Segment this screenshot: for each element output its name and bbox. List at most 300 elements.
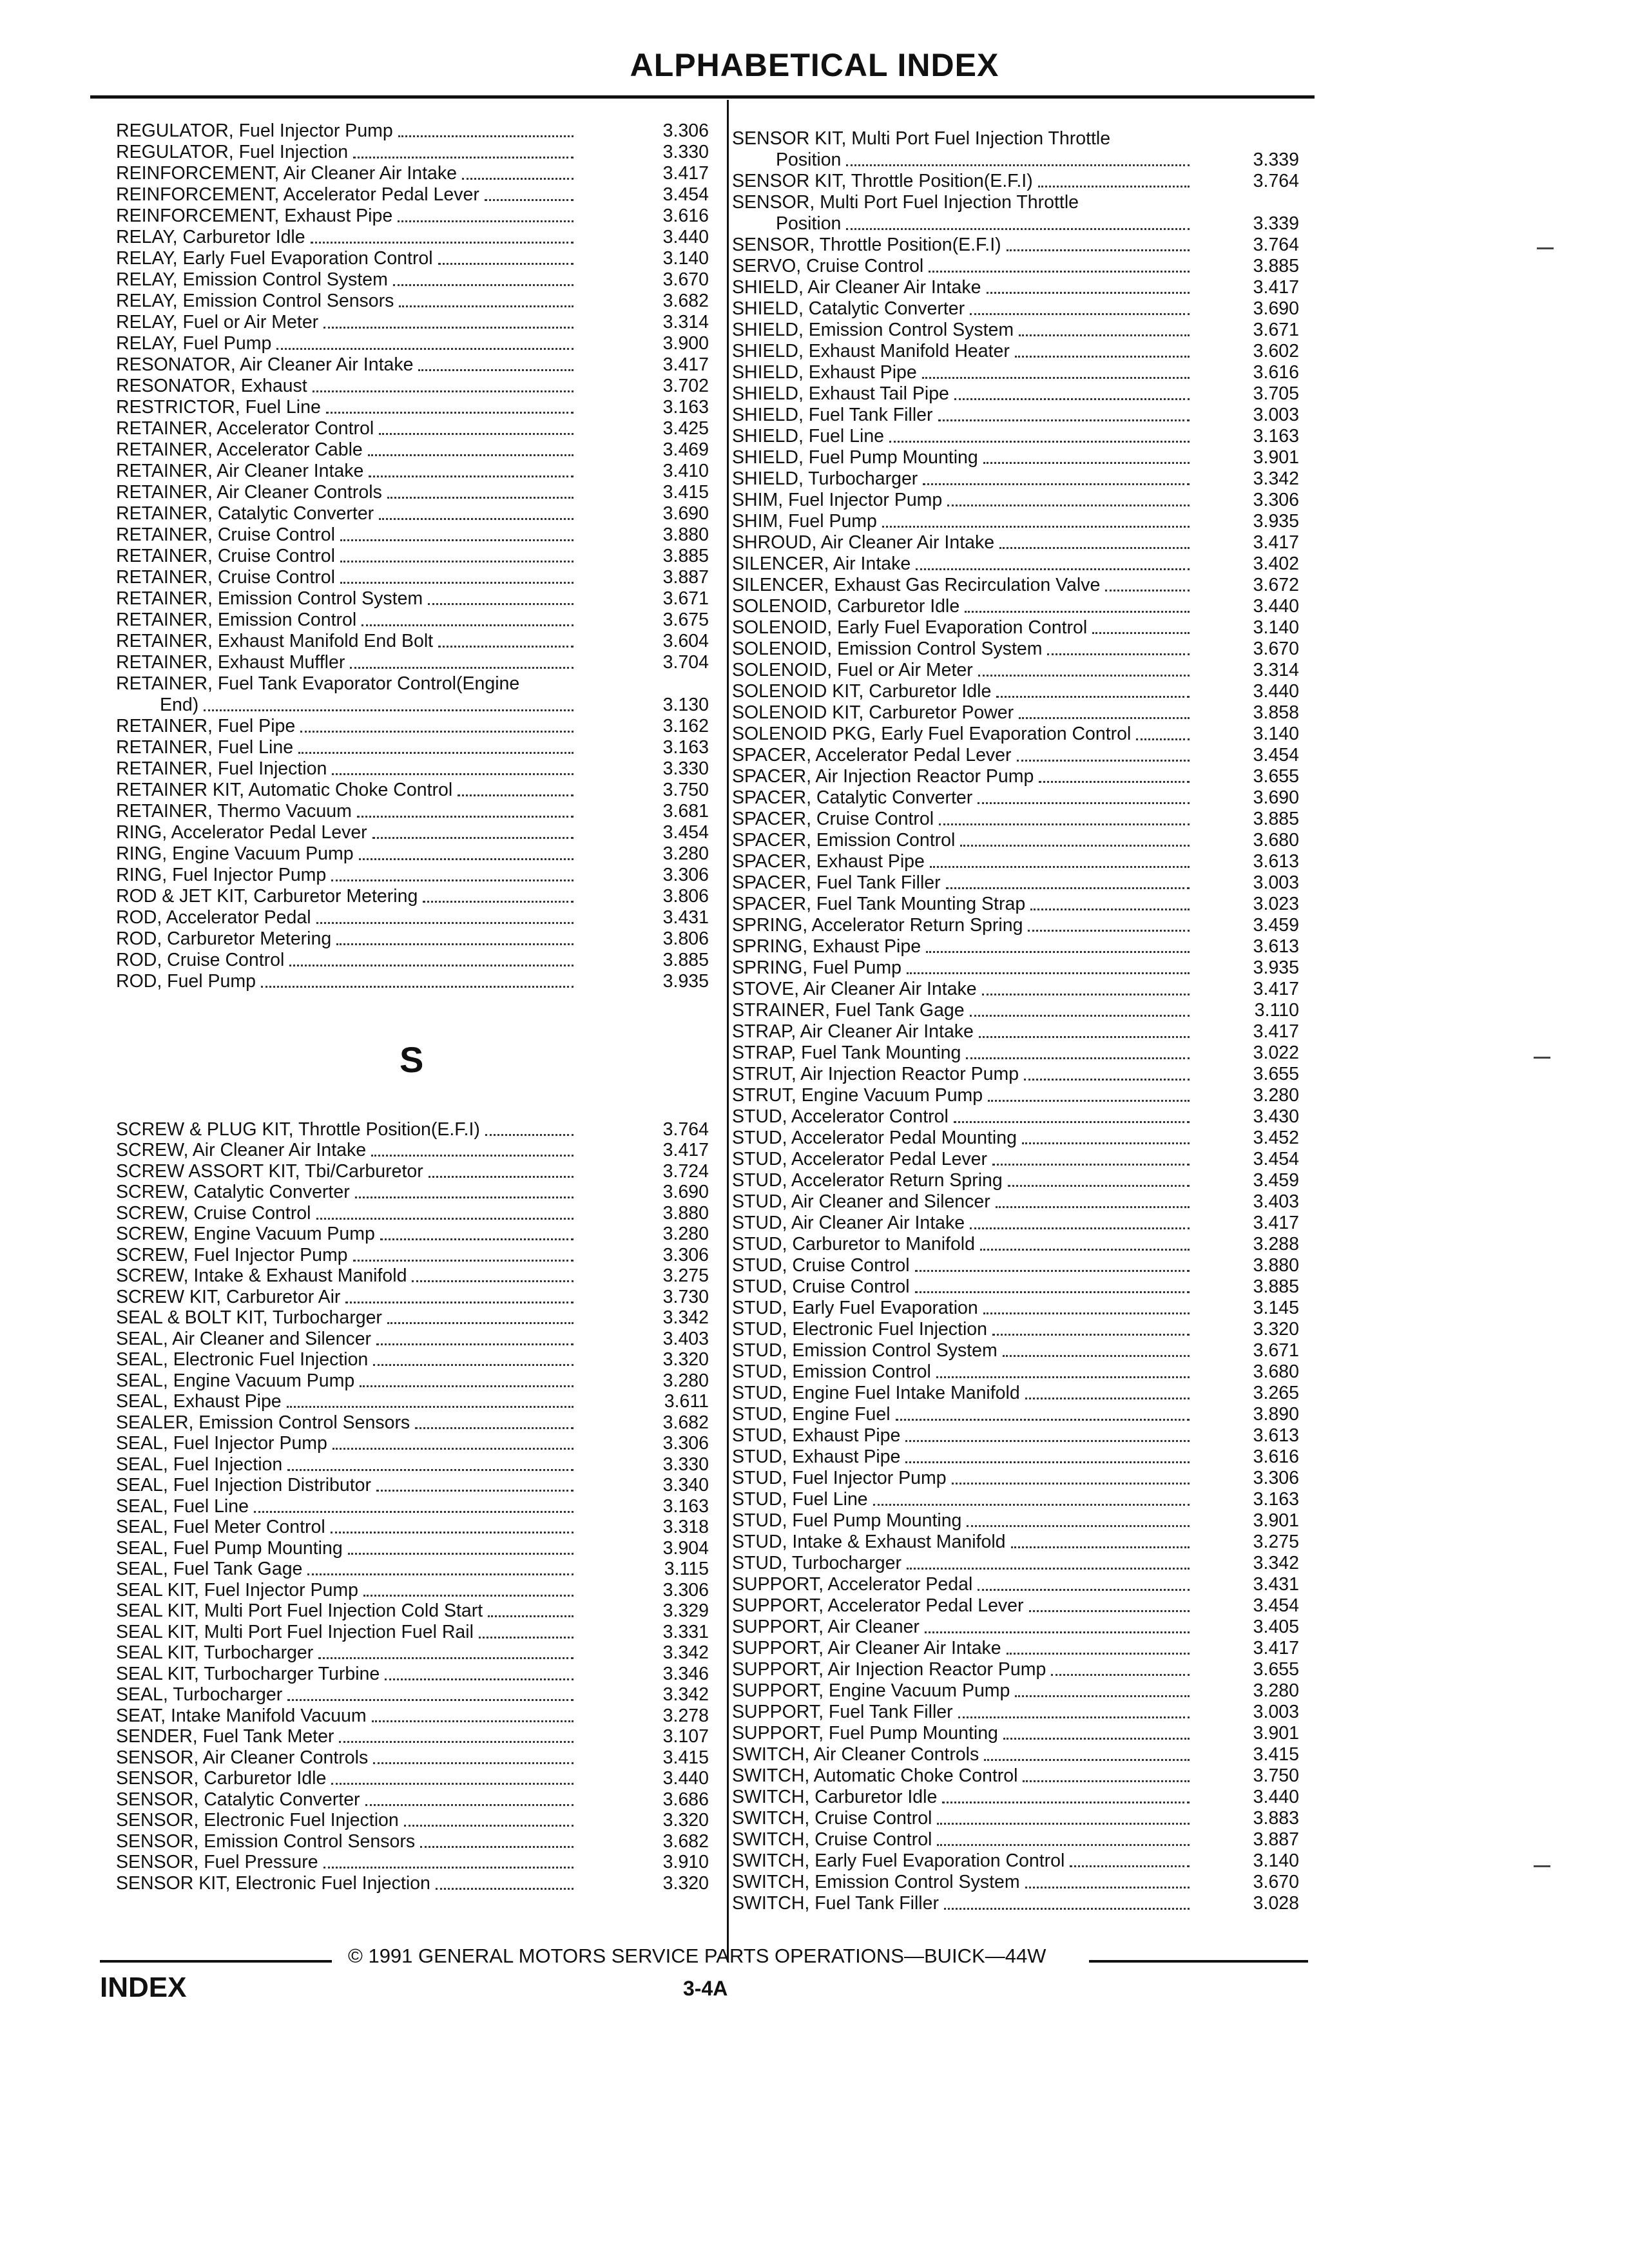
index-entry bbox=[732, 574, 1299, 595]
entry-page: 3.604 bbox=[662, 631, 709, 651]
leader-dots bbox=[340, 539, 574, 541]
entry-name: RELAY, Fuel or Air Meter bbox=[116, 312, 319, 332]
entry-name-wrap bbox=[732, 724, 1196, 744]
index-entry bbox=[732, 1467, 1299, 1488]
index-entry bbox=[732, 128, 1299, 149]
entry-name: SEAL, Fuel Pump Mounting bbox=[116, 1538, 343, 1559]
index-entry bbox=[116, 1810, 709, 1831]
entry-name: SILENCER, Air Intake bbox=[732, 554, 911, 574]
leader-dots bbox=[978, 802, 1190, 804]
entry-name: SEAL KIT, Fuel Injector Pump bbox=[116, 1580, 358, 1600]
entry-name-wrap bbox=[116, 1371, 580, 1391]
entry-page: 3.280 bbox=[662, 843, 709, 864]
leader-dots bbox=[387, 497, 574, 499]
index-entry bbox=[732, 1318, 1299, 1340]
entry-name-wrap bbox=[116, 1559, 580, 1579]
entry-name-wrap bbox=[732, 1235, 1196, 1254]
entry-page: 3.320 bbox=[662, 1810, 709, 1831]
entry-page: 3.616 bbox=[1253, 1446, 1299, 1467]
index-entry bbox=[116, 1202, 709, 1224]
entry-name: RESTRICTOR, Fuel Line bbox=[116, 398, 321, 418]
index-entry bbox=[732, 553, 1299, 574]
entry-name: SEAL, Engine Vacuum Pump bbox=[116, 1370, 355, 1391]
entry-name: SENSOR, Multi Port Fuel Injection Throttle bbox=[732, 193, 1079, 213]
index-entry bbox=[732, 1403, 1299, 1425]
entry-page: 3.405 bbox=[1253, 1617, 1299, 1637]
entry-name: STUD, Accelerator Pedal Lever bbox=[732, 1149, 988, 1169]
entry-name: SUPPORT, Engine Vacuum Pump bbox=[732, 1681, 1010, 1701]
entry-name-wrap bbox=[116, 419, 580, 439]
entry-name: SPACER, Catalytic Converter bbox=[732, 788, 973, 808]
footer-copyright: © 1991 GENERAL MOTORS SERVICE PARTS OPERATIONS—BUICK—44W bbox=[348, 1945, 1046, 1967]
entry-page: 3.145 bbox=[1253, 1298, 1299, 1318]
entry-name-wrap bbox=[732, 1724, 1196, 1744]
entry-page: 3.750 bbox=[662, 780, 709, 800]
index-entry bbox=[732, 702, 1299, 723]
leader-dots bbox=[438, 646, 574, 648]
entry-page: 3.613 bbox=[1253, 936, 1299, 957]
index-entry bbox=[116, 1495, 709, 1517]
leader-dots bbox=[889, 441, 1190, 443]
entry-page: 3.330 bbox=[662, 142, 709, 162]
index-entry bbox=[732, 829, 1299, 850]
entry-page: 3.883 bbox=[1253, 1808, 1299, 1829]
entry-page: 3.163 bbox=[662, 737, 709, 758]
entry-name: SWITCH, Fuel Tank Filler bbox=[732, 1894, 939, 1914]
entry-name: RELAY, Emission Control System bbox=[116, 270, 388, 290]
entry-name-wrap bbox=[116, 929, 580, 949]
entry-name: SPRING, Accelerator Return Spring bbox=[732, 916, 1023, 936]
index-entry bbox=[732, 255, 1299, 276]
entry-name-wrap bbox=[116, 568, 580, 588]
leader-dots bbox=[922, 377, 1190, 379]
entry-name-wrap bbox=[116, 312, 580, 332]
leader-dots bbox=[373, 1762, 574, 1764]
index-entry bbox=[732, 340, 1299, 361]
entry-name: REINFORCEMENT, Accelerator Pedal Lever bbox=[116, 185, 479, 205]
entry-page: 3.670 bbox=[1253, 639, 1299, 659]
entry-name: SEAL, Fuel Injection Distributor bbox=[116, 1475, 372, 1495]
entry-name-wrap bbox=[732, 639, 1196, 659]
index-entry bbox=[116, 758, 709, 779]
index-entry bbox=[116, 1852, 709, 1873]
entry-page: 3.459 bbox=[1253, 1170, 1299, 1191]
entry-name-wrap bbox=[116, 398, 580, 418]
entry-page: 3.306 bbox=[662, 1433, 709, 1454]
leader-dots bbox=[1038, 186, 1190, 187]
entry-name-wrap bbox=[116, 525, 580, 545]
leader-dots bbox=[355, 1196, 574, 1198]
entry-name: STUD, Carburetor to Manifold bbox=[732, 1235, 975, 1254]
entry-page: 3.602 bbox=[1253, 341, 1299, 361]
index-entry bbox=[732, 1297, 1299, 1318]
footer-rule-left bbox=[100, 1960, 332, 1963]
leader-dots bbox=[423, 901, 574, 903]
entry-name: SHIELD, Fuel Pump Mounting bbox=[732, 448, 978, 468]
entry-name: SPACER, Emission Control bbox=[732, 831, 956, 850]
leader-dots bbox=[1136, 738, 1190, 740]
entry-name: SCREW, Intake & Exhaust Manifold bbox=[116, 1266, 407, 1286]
margin-mark bbox=[1537, 247, 1554, 249]
leader-dots bbox=[947, 505, 1190, 506]
index-entry bbox=[732, 914, 1299, 936]
entry-name-wrap bbox=[116, 1581, 580, 1600]
leader-dots bbox=[488, 1615, 574, 1617]
entry-name: SUPPORT, Accelerator Pedal Lever bbox=[732, 1596, 1024, 1616]
index-entry bbox=[732, 617, 1299, 638]
entry-page: 3.115 bbox=[664, 1559, 709, 1579]
entry-page: 3.342 bbox=[662, 1684, 709, 1705]
index-entry bbox=[732, 1765, 1299, 1786]
entry-name: SENSOR, Electronic Fuel Injection bbox=[116, 1811, 399, 1831]
entry-name-wrap bbox=[116, 1622, 580, 1642]
entry-page: 3.275 bbox=[662, 1265, 709, 1286]
entry-page: 3.306 bbox=[662, 120, 709, 141]
entry-name: STUD, Early Fuel Evaporation bbox=[732, 1298, 978, 1318]
entry-name-wrap bbox=[732, 533, 1196, 553]
entry-page: 3.682 bbox=[662, 291, 709, 311]
leader-dots bbox=[379, 518, 574, 520]
leader-dots bbox=[353, 157, 574, 159]
entry-name: STRAP, Air Cleaner Air Intake bbox=[732, 1022, 974, 1042]
entry-name-wrap bbox=[732, 1511, 1196, 1531]
index-entry bbox=[732, 808, 1299, 829]
entry-name-wrap bbox=[732, 1490, 1196, 1510]
entry-name-wrap bbox=[732, 1447, 1196, 1467]
index-entry bbox=[732, 1595, 1299, 1616]
entry-page: 3.690 bbox=[662, 1182, 709, 1202]
leader-dots bbox=[359, 858, 574, 860]
leader-dots bbox=[428, 603, 574, 605]
leader-dots bbox=[992, 1164, 1190, 1166]
entry-name-wrap bbox=[116, 206, 580, 226]
leader-dots bbox=[360, 1385, 574, 1387]
leader-dots bbox=[287, 1406, 574, 1408]
entry-name-wrap bbox=[116, 1727, 580, 1747]
leader-dots bbox=[1025, 1398, 1190, 1399]
entry-name: SEALER, Emission Control Sensors bbox=[116, 1412, 410, 1433]
entry-name-wrap bbox=[116, 334, 580, 354]
entry-page: 3.415 bbox=[662, 482, 709, 503]
entry-page: 3.162 bbox=[662, 716, 709, 736]
entry-name-wrap bbox=[116, 780, 580, 800]
entry-page: 3.430 bbox=[1253, 1106, 1299, 1127]
entry-name-wrap bbox=[732, 490, 1196, 510]
entry-page: 3.690 bbox=[1253, 787, 1299, 808]
entry-page: 3.702 bbox=[662, 376, 709, 396]
entry-name: STUD, Accelerator Pedal Mounting bbox=[732, 1128, 1017, 1148]
leader-dots bbox=[930, 866, 1190, 868]
entry-name: RELAY, Carburetor Idle bbox=[116, 227, 305, 247]
entry-name-wrap bbox=[732, 320, 1196, 340]
index-entry bbox=[732, 1106, 1299, 1127]
entry-name-wrap bbox=[732, 745, 1196, 765]
entry-page: 3.342 bbox=[1253, 468, 1299, 489]
page-title: ALPHABETICAL INDEX bbox=[630, 47, 999, 83]
leader-dots bbox=[326, 412, 574, 414]
index-entry bbox=[732, 404, 1299, 425]
index-entry bbox=[116, 1286, 709, 1307]
entry-page: 3.265 bbox=[1253, 1383, 1299, 1403]
index-entry bbox=[732, 319, 1299, 340]
entry-name: SWITCH, Cruise Control bbox=[732, 1809, 932, 1829]
entry-name-wrap bbox=[732, 150, 1196, 170]
entry-name: STUD, Air Cleaner Air Intake bbox=[732, 1213, 965, 1233]
entry-page: 3.750 bbox=[1253, 1765, 1299, 1786]
leader-dots bbox=[385, 1678, 574, 1680]
index-entry bbox=[116, 418, 709, 439]
entry-page: 3.454 bbox=[1253, 745, 1299, 765]
leader-dots bbox=[954, 398, 1190, 400]
entry-name: Position bbox=[776, 150, 842, 170]
entry-name-wrap bbox=[732, 1213, 1196, 1233]
entry-name-wrap bbox=[116, 1539, 580, 1559]
entry-name: RETAINER, Cruise Control bbox=[116, 546, 335, 566]
leader-dots bbox=[983, 1312, 1190, 1314]
entry-name-wrap bbox=[732, 852, 1196, 872]
leader-dots bbox=[996, 1206, 1190, 1208]
entry-name: SHIM, Fuel Injector Pump bbox=[732, 490, 943, 510]
entry-name-wrap bbox=[116, 142, 580, 162]
entry-name-wrap bbox=[732, 363, 1196, 383]
entry-page: 3.680 bbox=[1253, 1361, 1299, 1382]
footer-page-number: 3-4A bbox=[683, 1977, 728, 2000]
index-entry bbox=[116, 843, 709, 864]
entry-name: SHIELD, Exhaust Pipe bbox=[732, 363, 917, 383]
entry-name: SEAL, Fuel Line bbox=[116, 1496, 249, 1517]
entry-page: 3.613 bbox=[1253, 1425, 1299, 1446]
index-entry bbox=[116, 120, 709, 141]
leader-dots bbox=[254, 1511, 574, 1513]
entry-page: 3.670 bbox=[1253, 1872, 1299, 1892]
leader-dots bbox=[387, 1322, 574, 1324]
entry-name: RETAINER, Cruise Control bbox=[116, 525, 335, 545]
index-entry bbox=[116, 1559, 709, 1580]
entry-page: 3.417 bbox=[1253, 1638, 1299, 1658]
leader-dots bbox=[1023, 1780, 1190, 1782]
index-entry bbox=[116, 1433, 709, 1454]
entry-name-wrap bbox=[732, 448, 1196, 468]
leader-dots bbox=[923, 483, 1190, 485]
entry-name: SUPPORT, Air Injection Reactor Pump bbox=[732, 1660, 1046, 1680]
entry-name: SEAL, Air Cleaner and Silencer bbox=[116, 1329, 372, 1349]
leader-dots bbox=[1017, 760, 1190, 762]
entry-name-wrap bbox=[732, 894, 1196, 914]
entry-page: 3.454 bbox=[662, 184, 709, 205]
entry-page: 3.806 bbox=[662, 928, 709, 949]
index-entry bbox=[116, 1412, 709, 1433]
entry-page: 3.680 bbox=[1253, 830, 1299, 850]
leader-dots bbox=[1003, 1738, 1190, 1740]
index-entry bbox=[116, 822, 709, 843]
entry-name: STUD, Exhaust Pipe bbox=[732, 1426, 901, 1446]
leader-dots bbox=[1011, 1546, 1190, 1548]
entry-page: 3.314 bbox=[1253, 660, 1299, 680]
entry-page: 3.806 bbox=[662, 886, 709, 907]
leader-dots bbox=[311, 242, 574, 244]
entry-name-wrap bbox=[732, 278, 1196, 298]
entry-page: 3.690 bbox=[1253, 298, 1299, 319]
entry-name-wrap bbox=[732, 937, 1196, 957]
entry-name-wrap bbox=[732, 767, 1196, 787]
leader-dots bbox=[1008, 1185, 1190, 1187]
footer-section-label: INDEX bbox=[100, 1972, 187, 2003]
index-entry bbox=[732, 361, 1299, 383]
index-entry bbox=[732, 787, 1299, 808]
entry-name: SOLENOID, Fuel or Air Meter bbox=[732, 660, 973, 680]
entry-name-wrap bbox=[116, 1790, 580, 1810]
entry-name: SCREW & PLUG KIT, Throttle Position(E.F.I) bbox=[116, 1119, 480, 1140]
entry-name: SPACER, Fuel Tank Mounting Strap bbox=[732, 894, 1026, 914]
index-entry bbox=[732, 1701, 1299, 1722]
leader-dots bbox=[983, 462, 1190, 464]
leader-dots bbox=[1007, 249, 1190, 251]
entry-name: ROD, Fuel Pump bbox=[116, 972, 256, 992]
entry-name-wrap bbox=[116, 461, 580, 481]
entry-name: STUD, Turbocharger bbox=[732, 1553, 901, 1573]
leader-dots bbox=[1047, 653, 1190, 655]
entry-page: 3.613 bbox=[1253, 851, 1299, 872]
entry-name-wrap bbox=[116, 1643, 580, 1663]
leader-dots bbox=[353, 1260, 574, 1262]
leader-dots bbox=[1015, 1695, 1190, 1697]
entry-name-wrap bbox=[732, 1745, 1196, 1765]
entry-name: SEAL, Turbocharger bbox=[116, 1685, 283, 1705]
leader-dots bbox=[1003, 1355, 1190, 1357]
leader-dots bbox=[915, 1270, 1190, 1272]
entry-name: RETAINER, Thermo Vacuum bbox=[116, 802, 352, 822]
index-entry bbox=[732, 1233, 1299, 1254]
leader-dots bbox=[331, 1783, 574, 1785]
index-entry bbox=[116, 481, 709, 503]
index-entry bbox=[732, 1722, 1299, 1744]
entry-page: 3.023 bbox=[1253, 894, 1299, 914]
entry-name: STUD, Engine Fuel bbox=[732, 1405, 891, 1425]
entry-name-wrap bbox=[116, 1162, 580, 1182]
entry-name-wrap bbox=[116, 504, 580, 524]
entry-page: 3.671 bbox=[662, 588, 709, 609]
entry-page: 3.440 bbox=[1253, 1787, 1299, 1807]
entry-page: 3.318 bbox=[662, 1517, 709, 1537]
entry-name-wrap bbox=[732, 1639, 1196, 1658]
entry-page: 3.403 bbox=[662, 1328, 709, 1349]
index-entry bbox=[116, 141, 709, 162]
leader-dots bbox=[944, 1908, 1190, 1910]
leader-dots bbox=[380, 1238, 574, 1240]
leader-dots bbox=[415, 1427, 574, 1429]
entry-name: SPACER, Accelerator Pedal Lever bbox=[732, 745, 1012, 765]
entry-name: RETAINER, Catalytic Converter bbox=[116, 504, 374, 524]
index-entry bbox=[116, 928, 709, 949]
entry-name: SWITCH, Automatic Choke Control bbox=[732, 1766, 1018, 1786]
index-entry bbox=[732, 468, 1299, 489]
entry-page: 3.417 bbox=[1253, 1021, 1299, 1042]
entry-name: RESONATOR, Air Cleaner Air Intake bbox=[116, 355, 414, 375]
index-entry bbox=[732, 1361, 1299, 1382]
entry-page: 3.402 bbox=[1253, 553, 1299, 574]
entry-name-wrap bbox=[116, 1434, 580, 1454]
index-column-left-s bbox=[116, 1119, 709, 1894]
entry-page: 3.306 bbox=[1253, 1468, 1299, 1488]
entry-page: 3.655 bbox=[1253, 766, 1299, 787]
entry-page: 3.140 bbox=[1253, 1850, 1299, 1871]
entry-name: STUD, Fuel Injector Pump bbox=[732, 1468, 947, 1488]
entry-name-wrap bbox=[116, 270, 580, 290]
entry-name: SUPPORT, Fuel Tank Filler bbox=[732, 1702, 953, 1722]
entry-page: 3.339 bbox=[1253, 149, 1299, 170]
entry-name-wrap bbox=[732, 1405, 1196, 1425]
entry-name: SEAL, Exhaust Pipe bbox=[116, 1392, 282, 1412]
index-column-right bbox=[732, 128, 1299, 1914]
entry-name: RETAINER, Cruise Control bbox=[116, 568, 335, 588]
index-entry bbox=[732, 1573, 1299, 1595]
entry-name: SEAL, Electronic Fuel Injection bbox=[116, 1350, 369, 1370]
entry-name: RETAINER, Air Cleaner Controls bbox=[116, 483, 382, 503]
index-entry bbox=[732, 1680, 1299, 1701]
entry-page: 3.690 bbox=[662, 503, 709, 524]
index-entry bbox=[116, 864, 709, 885]
entry-name-wrap bbox=[116, 1224, 580, 1244]
entry-name: STRAP, Fuel Tank Mounting bbox=[732, 1043, 961, 1063]
entry-name: SUPPORT, Air Cleaner Air Intake bbox=[732, 1639, 1001, 1658]
entry-name: SHIELD, Fuel Line bbox=[732, 427, 885, 447]
entry-name-wrap bbox=[116, 610, 580, 630]
entry-page: 3.107 bbox=[662, 1726, 709, 1747]
entry-name: RING, Engine Vacuum Pump bbox=[116, 844, 354, 864]
entry-page: 3.415 bbox=[1253, 1744, 1299, 1765]
entry-name: STUD, Exhaust Pipe bbox=[732, 1447, 901, 1467]
leader-dots bbox=[938, 419, 1190, 421]
index-entry bbox=[732, 1276, 1299, 1297]
leader-dots bbox=[300, 731, 574, 733]
entry-name-wrap bbox=[732, 1149, 1196, 1169]
entry-page: 3.901 bbox=[1253, 1723, 1299, 1744]
entry-page: 3.682 bbox=[662, 1831, 709, 1852]
index-entry bbox=[116, 1182, 709, 1203]
entry-name: RETAINER, Accelerator Cable bbox=[116, 440, 363, 460]
index-entry bbox=[116, 673, 709, 694]
entry-page: 3.675 bbox=[662, 610, 709, 630]
entry-page: 3.440 bbox=[1253, 596, 1299, 617]
index-entry bbox=[116, 694, 709, 715]
entry-name: SEAL, Fuel Tank Gage bbox=[116, 1559, 303, 1579]
index-entry bbox=[116, 396, 709, 418]
leader-dots bbox=[1007, 1653, 1190, 1655]
leader-dots bbox=[458, 794, 574, 796]
index-entry bbox=[732, 1786, 1299, 1807]
entry-page: 3.306 bbox=[662, 1244, 709, 1265]
index-entry bbox=[732, 1871, 1299, 1892]
entry-name-wrap bbox=[116, 1350, 580, 1370]
entry-page: 3.880 bbox=[662, 524, 709, 545]
entry-name-wrap bbox=[116, 440, 580, 460]
entry-name-wrap bbox=[116, 164, 580, 184]
leader-dots bbox=[905, 1461, 1190, 1463]
index-entry bbox=[732, 1063, 1299, 1084]
index-entry bbox=[116, 651, 709, 673]
entry-name: SEAL, Fuel Injection bbox=[116, 1454, 283, 1475]
leader-dots bbox=[316, 1218, 574, 1220]
index-entry bbox=[116, 162, 709, 184]
index-entry bbox=[732, 191, 1299, 213]
entry-name-wrap bbox=[116, 653, 580, 673]
leader-dots bbox=[984, 1759, 1190, 1761]
entry-page: 3.140 bbox=[1253, 617, 1299, 638]
entry-name-wrap bbox=[732, 1022, 1196, 1042]
entry-name-wrap bbox=[732, 405, 1196, 425]
leader-dots bbox=[978, 1589, 1190, 1591]
entry-name-wrap bbox=[732, 1383, 1196, 1403]
